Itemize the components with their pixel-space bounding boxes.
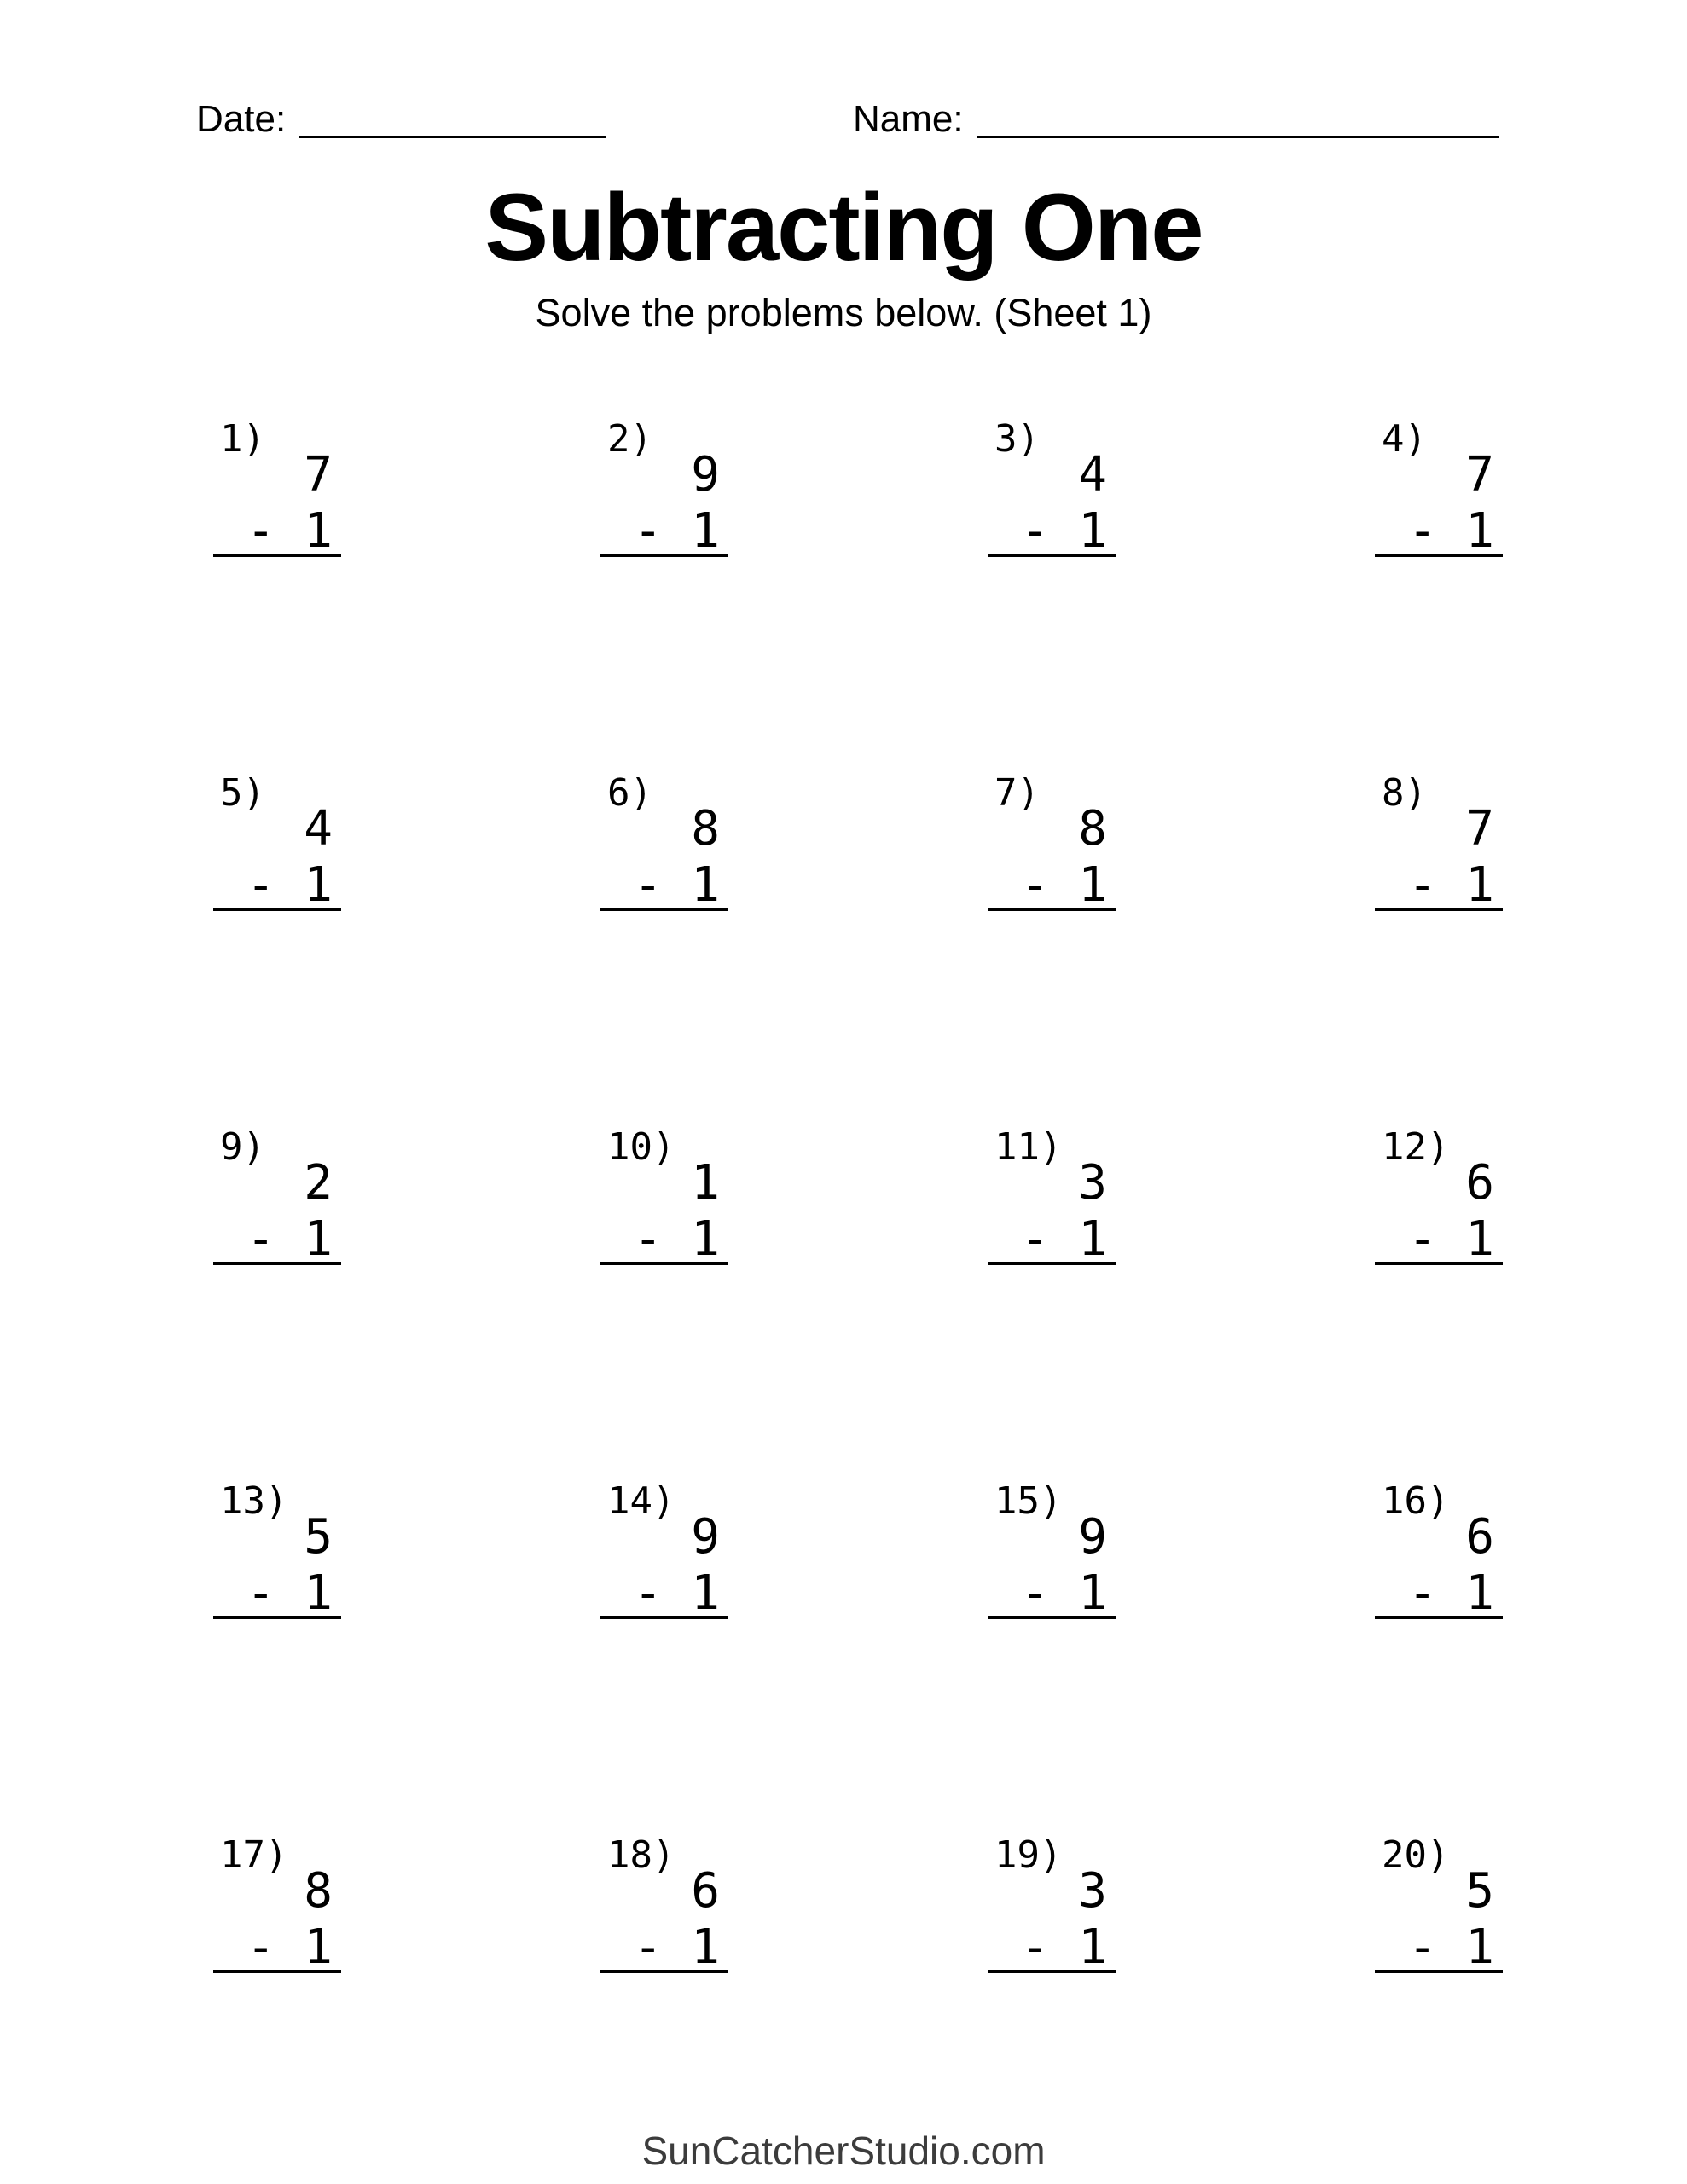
answer-line bbox=[988, 1970, 1116, 1973]
problem-subtrahend: - 1 bbox=[1020, 1920, 1107, 1975]
problem-subtrahend: - 1 bbox=[246, 1565, 333, 1621]
problem-minuend: 7 bbox=[304, 447, 333, 502]
problem-number: 6) bbox=[607, 771, 652, 815]
problem-minuend: 8 bbox=[1078, 801, 1107, 857]
problem-subtrahend: - 1 bbox=[1407, 1565, 1494, 1621]
problem bbox=[1375, 771, 1503, 1125]
problem-subtrahend: - 1 bbox=[633, 857, 720, 913]
answer-line bbox=[1375, 1262, 1503, 1265]
problem-minuend: 5 bbox=[1465, 1863, 1494, 1919]
problem-subtrahend: - 1 bbox=[1020, 857, 1107, 913]
problem-subtrahend: - 1 bbox=[633, 1565, 720, 1621]
problem bbox=[213, 1125, 341, 1479]
answer-line bbox=[213, 554, 341, 557]
problem bbox=[600, 1479, 728, 1833]
problem-number: 20) bbox=[1382, 1833, 1450, 1877]
problem-minuend: 4 bbox=[304, 801, 333, 857]
problem-subtrahend: - 1 bbox=[633, 503, 720, 559]
problem-minuend: 9 bbox=[691, 1509, 720, 1565]
problem-subtrahend: - 1 bbox=[1407, 857, 1494, 913]
problem-number: 14) bbox=[607, 1479, 675, 1523]
problem bbox=[213, 417, 341, 771]
answer-line bbox=[1375, 908, 1503, 911]
problem-minuend: 6 bbox=[1465, 1509, 1494, 1565]
problem-number: 1) bbox=[220, 417, 265, 461]
date-field bbox=[196, 98, 606, 140]
problem-number: 18) bbox=[607, 1833, 675, 1877]
problem-number: 11) bbox=[994, 1125, 1063, 1169]
answer-line bbox=[988, 1616, 1116, 1619]
problem-number: 8) bbox=[1382, 771, 1427, 815]
answer-line bbox=[213, 1616, 341, 1619]
answer-line bbox=[600, 908, 728, 911]
footer-credit: SunCatcherStudio.com bbox=[641, 2129, 1046, 2173]
answer-line bbox=[988, 908, 1116, 911]
problem bbox=[988, 771, 1116, 1125]
problem-minuend: 7 bbox=[1465, 447, 1494, 502]
problem-minuend: 7 bbox=[1465, 801, 1494, 857]
problem-number: 10) bbox=[607, 1125, 675, 1169]
problem-subtrahend: - 1 bbox=[246, 857, 333, 913]
problem bbox=[1375, 417, 1503, 771]
problem-minuend: 5 bbox=[304, 1509, 333, 1565]
problem-number: 17) bbox=[220, 1833, 288, 1877]
page-subtitle: Solve the problems below. (Sheet 1) bbox=[535, 291, 1152, 334]
problem bbox=[1375, 1125, 1503, 1479]
problem-minuend: 6 bbox=[1465, 1155, 1494, 1211]
problem-minuend: 3 bbox=[1078, 1863, 1107, 1919]
answer-line bbox=[988, 1262, 1116, 1265]
name-label: Name: bbox=[853, 98, 964, 140]
problem-minuend: 9 bbox=[691, 447, 720, 502]
problem-number: 15) bbox=[994, 1479, 1063, 1523]
answer-line bbox=[600, 1262, 728, 1265]
problem-number: 3) bbox=[994, 417, 1040, 461]
problem-subtrahend: - 1 bbox=[246, 1211, 333, 1267]
date-label: Date: bbox=[196, 98, 287, 140]
problems-grid bbox=[213, 417, 1687, 2184]
answer-line bbox=[1375, 1970, 1503, 1973]
answer-line bbox=[213, 908, 341, 911]
problem-minuend: 4 bbox=[1078, 447, 1107, 502]
problem-number: 4) bbox=[1382, 417, 1427, 461]
answer-line bbox=[213, 1262, 341, 1265]
problem-number: 12) bbox=[1382, 1125, 1450, 1169]
answer-line bbox=[988, 554, 1116, 557]
problem bbox=[213, 1479, 341, 1833]
answer-line bbox=[1375, 1616, 1503, 1619]
problem-number: 13) bbox=[220, 1479, 288, 1523]
problem bbox=[600, 771, 728, 1125]
answer-line bbox=[600, 554, 728, 557]
problem-subtrahend: - 1 bbox=[1020, 503, 1107, 559]
problem bbox=[988, 1479, 1116, 1833]
problem-number: 9) bbox=[220, 1125, 265, 1169]
problem-number: 19) bbox=[994, 1833, 1063, 1877]
problem-subtrahend: - 1 bbox=[633, 1211, 720, 1267]
problem-number: 16) bbox=[1382, 1479, 1450, 1523]
problem-subtrahend: - 1 bbox=[633, 1920, 720, 1975]
problem-minuend: 6 bbox=[691, 1863, 720, 1919]
problem-subtrahend: - 1 bbox=[246, 503, 333, 559]
problem-subtrahend: - 1 bbox=[1020, 1565, 1107, 1621]
problem-minuend: 8 bbox=[304, 1863, 333, 1919]
problem bbox=[600, 1125, 728, 1479]
answer-line bbox=[600, 1970, 728, 1973]
problem bbox=[600, 417, 728, 771]
problem-subtrahend: - 1 bbox=[1407, 503, 1494, 559]
problem-minuend: 3 bbox=[1078, 1155, 1107, 1211]
problem bbox=[1375, 1479, 1503, 1833]
problem-number: 2) bbox=[607, 417, 652, 461]
problem-minuend: 1 bbox=[691, 1155, 720, 1211]
problem-minuend: 8 bbox=[691, 801, 720, 857]
page-title: Subtracting One bbox=[484, 174, 1203, 281]
name-blank-line bbox=[977, 102, 1499, 138]
problem-subtrahend: - 1 bbox=[1020, 1211, 1107, 1267]
problem-subtrahend: - 1 bbox=[1407, 1211, 1494, 1267]
problem-minuend: 2 bbox=[304, 1155, 333, 1211]
answer-line bbox=[600, 1616, 728, 1619]
answer-line bbox=[213, 1970, 341, 1973]
problem bbox=[213, 771, 341, 1125]
problem-number: 7) bbox=[994, 771, 1040, 815]
answer-line bbox=[1375, 554, 1503, 557]
problem bbox=[988, 417, 1116, 771]
problem-number: 5) bbox=[220, 771, 265, 815]
date-blank-line bbox=[299, 102, 606, 138]
problem-subtrahend: - 1 bbox=[246, 1920, 333, 1975]
problem-minuend: 9 bbox=[1078, 1509, 1107, 1565]
problem bbox=[988, 1125, 1116, 1479]
name-field bbox=[853, 98, 1499, 140]
problem-subtrahend: - 1 bbox=[1407, 1920, 1494, 1975]
